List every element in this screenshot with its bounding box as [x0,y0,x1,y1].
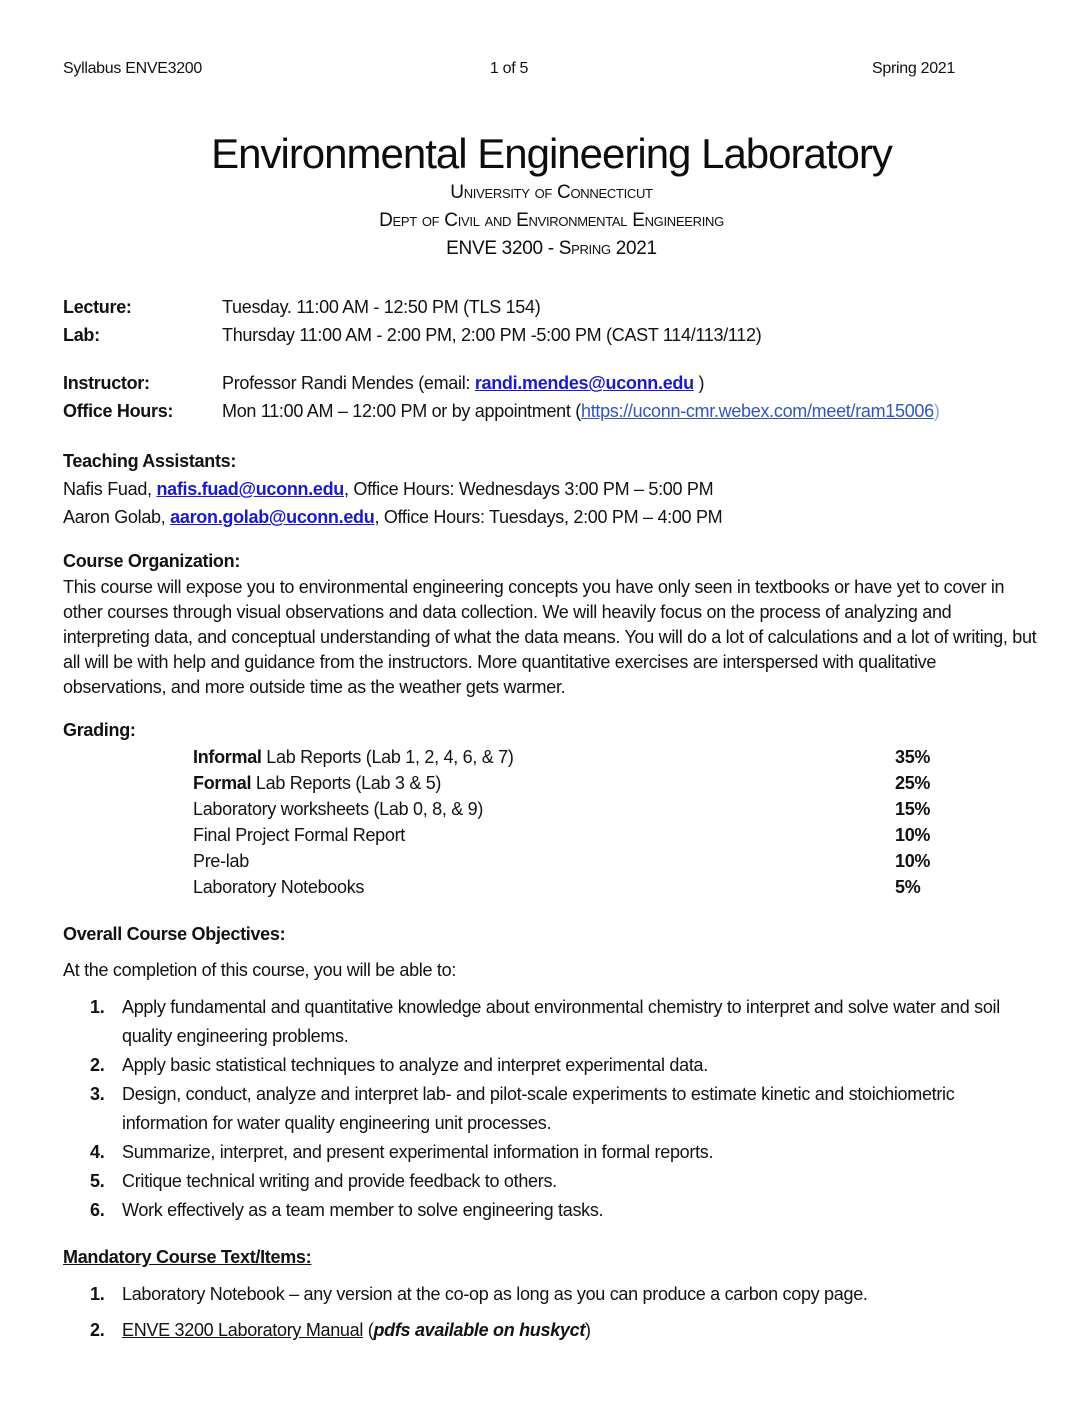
list-item [63,1167,1040,1196]
list-item-number: 2. [90,1055,105,1076]
ta-name: Nafis Fuad, [63,479,157,500]
subtitle-department: Dept of Civil and Environmental Engineering [379,209,724,231]
grading-row [193,770,1040,796]
list-item-number: 1. [90,1284,105,1305]
instructor-value [222,369,1040,397]
instructor-text: Professor Randi Mendes (email: [222,373,475,394]
list-item [63,1318,1040,1343]
grading-row [193,822,1040,848]
header-document-name: Syllabus ENVE3200 [63,60,202,77]
list-item [63,1196,1040,1225]
list-item-text: ( [363,1320,374,1341]
list-item [63,1282,1040,1307]
office-hours-text: Mon 11:00 AM – 12:00 PM or by appointment ( [222,401,581,422]
list-item-number: 3. [90,1084,105,1105]
list-item-number: 6. [90,1200,105,1221]
title-block [63,130,1040,261]
grading-item-percent: 10% [895,825,931,846]
lab-manual-link[interactable]: ENVE 3200 Laboratory Manual [122,1320,364,1341]
subtitle-university: University of Connecticut [450,182,653,204]
grading-item-percent: 25% [895,773,931,794]
list-item-text: Summarize, interpret, and present experimental information in formal reports. [122,1142,714,1163]
manual-availability-note: pdfs available on huskyct [373,1320,586,1341]
header-semester: Spring 2021 [872,60,955,77]
mandatory-texts-section [63,1243,1040,1343]
ta-email-link[interactable]: aaron.golab@uconn.edu [170,507,375,528]
list-item-text: Design, conduct, analyze and interpret lab- and pilot-scale experiments to estimate kinetic and stoichiometric information for water quality engineering unit processes. [122,1084,955,1134]
ta-name: Aaron Golab, [63,507,171,528]
objectives-section [63,920,1040,1225]
grading-item-percent: 10% [895,851,931,872]
instructor-text-suffix: ) [693,373,705,394]
grading-item-label: Final Project Formal Report [193,825,405,846]
list-item-text: Apply basic statistical techniques to analyze and interpret experimental data. [122,1055,708,1076]
running-header [63,60,1040,80]
instructor-row [63,369,1040,397]
schedule-section [63,293,1040,425]
office-hours-value [222,397,1040,425]
ta-office-hours: , Office Hours: Wednesdays 3:00 PM – 5:00 PM [344,479,714,500]
office-hours-label: Office Hours: [63,401,174,422]
list-item-number: 1. [90,997,105,1018]
grading-item-percent: 15% [895,799,931,820]
instructor-email-link[interactable]: randi.mendes@uconn.edu [474,373,694,394]
instructor-label: Instructor: [63,373,150,394]
mandatory-texts-heading: Mandatory Course Text/Items: [63,1247,312,1268]
header-page-number: 1 of 5 [489,60,529,77]
lecture-value: Tuesday. 11:00 AM - 12:50 PM (TLS 154) [222,297,541,318]
grading-item-label: Pre-lab [193,851,249,872]
grading-row [193,848,1040,874]
lab-value: Thursday 11:00 AM - 2:00 PM, 2:00 PM -5:00 PM (CAST 114/113/112) [222,325,762,346]
page-title: Environmental Engineering Laboratory [211,130,892,177]
grading-heading: Grading: [63,720,136,741]
grading-item-percent: 35% [895,747,931,768]
grading-row [193,874,1040,900]
grading-row [193,796,1040,822]
grading-item-label: Laboratory Notebooks [193,877,365,898]
list-item-text: ) [585,1320,591,1341]
list-item-number: 4. [90,1142,105,1163]
grading-item-label: Formal Lab Reports (Lab 3 & 5) [193,773,442,794]
ta-line-aaron [63,503,1040,531]
grading-row [193,744,1040,770]
course-organization-heading: Course Organization: [63,551,241,572]
list-item [63,1051,1040,1080]
office-hours-close-paren: ) [933,401,940,422]
lab-row [63,321,1040,349]
list-item-text: Work effectively as a team member to solve engineering tasks. [122,1200,604,1221]
lecture-row [63,293,1040,321]
list-item [63,1138,1040,1167]
office-hours-row [63,397,1040,425]
list-item-number: 2. [90,1320,105,1341]
ta-line-nafis [63,475,1040,503]
objectives-list [63,993,1040,1225]
ta-email-link[interactable]: nafis.fuad@uconn.edu [156,479,345,500]
course-organization-body: This course will expose you to environmental engineering concepts you have only seen in textbooks or have yet to cover in other courses through visual observations and data collection. We will heavily focus on the process of analyzing and interpreting data, and conceptual understanding of what the data means. You will do a lot of calculations and a lot of writing, but all will be with help and guidance from the instructors. More quantitative exercises are interspersed with qualitative observations, and more outside time as the weather gets warmer. [63,577,1037,698]
list-item-text: Critique technical writing and provide feedback to others. [122,1171,557,1192]
grading-item-label: Laboratory worksheets (Lab 0, 8, & 9) [193,799,484,820]
ta-office-hours: , Office Hours: Tuesdays, 2:00 PM – 4:00 PM [374,507,723,528]
subtitle-course-term: ENVE 3200 - Spring 2021 [446,237,657,259]
list-item-number: 5. [90,1171,105,1192]
list-item [63,993,1040,1051]
teaching-assistants-heading: Teaching Assistants: [63,451,237,472]
grading-section [63,716,1040,900]
teaching-assistants-section [63,447,1040,531]
list-item-text [122,1318,1040,1343]
list-item [63,1080,1040,1138]
grading-item-percent: 5% [895,877,921,898]
lecture-label: Lecture: [63,297,132,318]
list-item-text: Apply fundamental and quantitative knowledge about environmental chemistry to interpret and solve water and soil quality engineering problems. [122,997,1000,1047]
course-organization-section [63,547,1040,700]
list-item-text: Laboratory Notebook – any version at the co-op as long as you can produce a carbon copy page. [122,1284,868,1305]
lab-label: Lab: [63,325,100,346]
objectives-heading: Overall Course Objectives: [63,924,286,945]
webex-link[interactable]: https://uconn-cmr.webex.com/meet/ram15006 [580,401,934,422]
objectives-intro: At the completion of this course, you will be able to: [63,960,457,981]
grading-item-label: Informal Lab Reports (Lab 1, 2, 4, 6, & 7) [193,747,514,768]
